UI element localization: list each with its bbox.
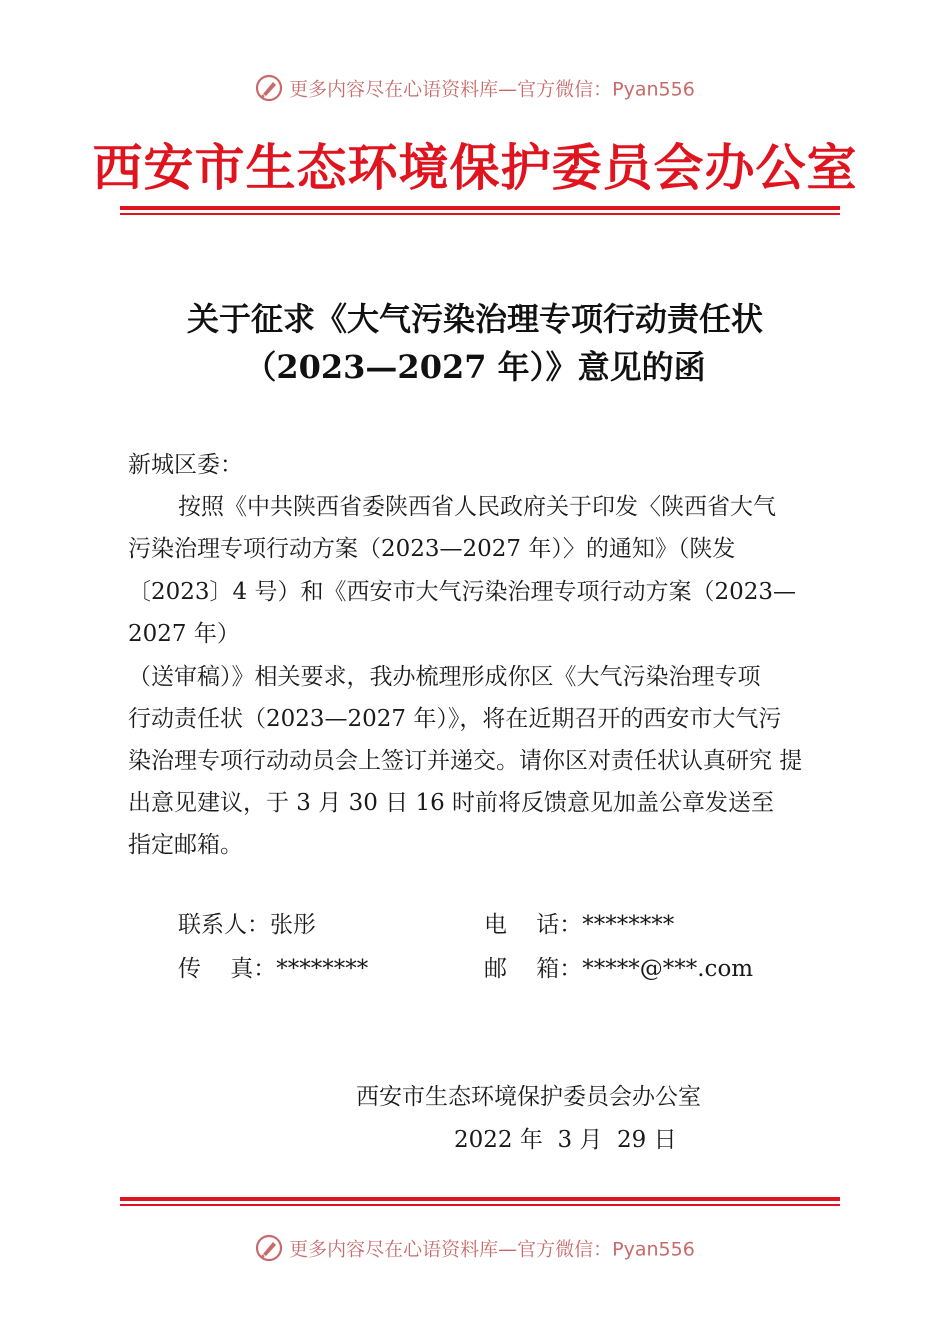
contact-phone: [484, 906, 674, 939]
contact-fax-label: 传 真：: [178, 956, 277, 982]
contact-email: [484, 950, 753, 983]
addressee: 新城区委：: [128, 452, 243, 478]
contact-email-value: *****@***.com: [582, 956, 754, 982]
watermark-top: [0, 74, 950, 102]
document-title-line-1: 关于征求《大气污染治理专项行动责任状: [186, 300, 763, 338]
contact-fax: [178, 950, 368, 983]
contact-person: [178, 906, 316, 939]
watermark-bottom: [0, 1234, 950, 1262]
contact-person-label: 联系人：: [178, 912, 270, 938]
organization-header: 西安市生态环境保护委员会办公室: [92, 138, 858, 197]
body-line: 污染治理专项行动方案（2023—2027 年）〉的通知》（陕发: [128, 536, 736, 562]
footer-divider: [120, 1197, 840, 1206]
contact-person-value: 张彤: [270, 912, 316, 938]
body-line: 〔2023〕4 号）和《西安市大气污染治理专项行动方案（2023—: [128, 579, 797, 605]
body-line: 2027 年）: [128, 621, 240, 647]
signoff-organization: 西安市生态环境保护委员会办公室: [356, 1084, 701, 1110]
signoff-date: 2022 年 3 月 29 日: [454, 1127, 677, 1153]
watermark-text: 更多内容尽在心语资料库—官方微信：Pyan556: [289, 78, 695, 101]
body-line: 染治理专项行动动员会上签订并递交。请你区对责任状认真研究 提: [128, 748, 803, 774]
body-line: （送审稿）》相关要求，我办梳理形成你区《大气污染治理专项: [128, 664, 761, 690]
header-divider: [120, 206, 840, 215]
contact-fax-value: ********: [276, 956, 369, 982]
pen-circle-icon: [255, 74, 283, 102]
body-line: 出意见建议，于 3 月 30 日 16 时前将反馈意见加盖公章发送至: [128, 790, 775, 816]
document-title-line-2: （2023—2027 年）》意见的函: [244, 348, 706, 386]
contact-phone-label: 电 话：: [484, 912, 583, 938]
watermark-text: 更多内容尽在心语资料库—官方微信：Pyan556: [289, 1238, 695, 1261]
contact-email-label: 邮 箱：: [484, 956, 583, 982]
body-line: 行动责任状（2023—2027 年）》，将在近期召开的西安市大气污: [128, 706, 782, 732]
contact-phone-value: ********: [582, 912, 675, 938]
body-line: 按照《中共陕西省委陕西省人民政府关于印发〈陕西省大气: [178, 494, 776, 520]
pen-circle-icon: [255, 1234, 283, 1262]
body-line: 指定邮箱。: [128, 832, 243, 858]
